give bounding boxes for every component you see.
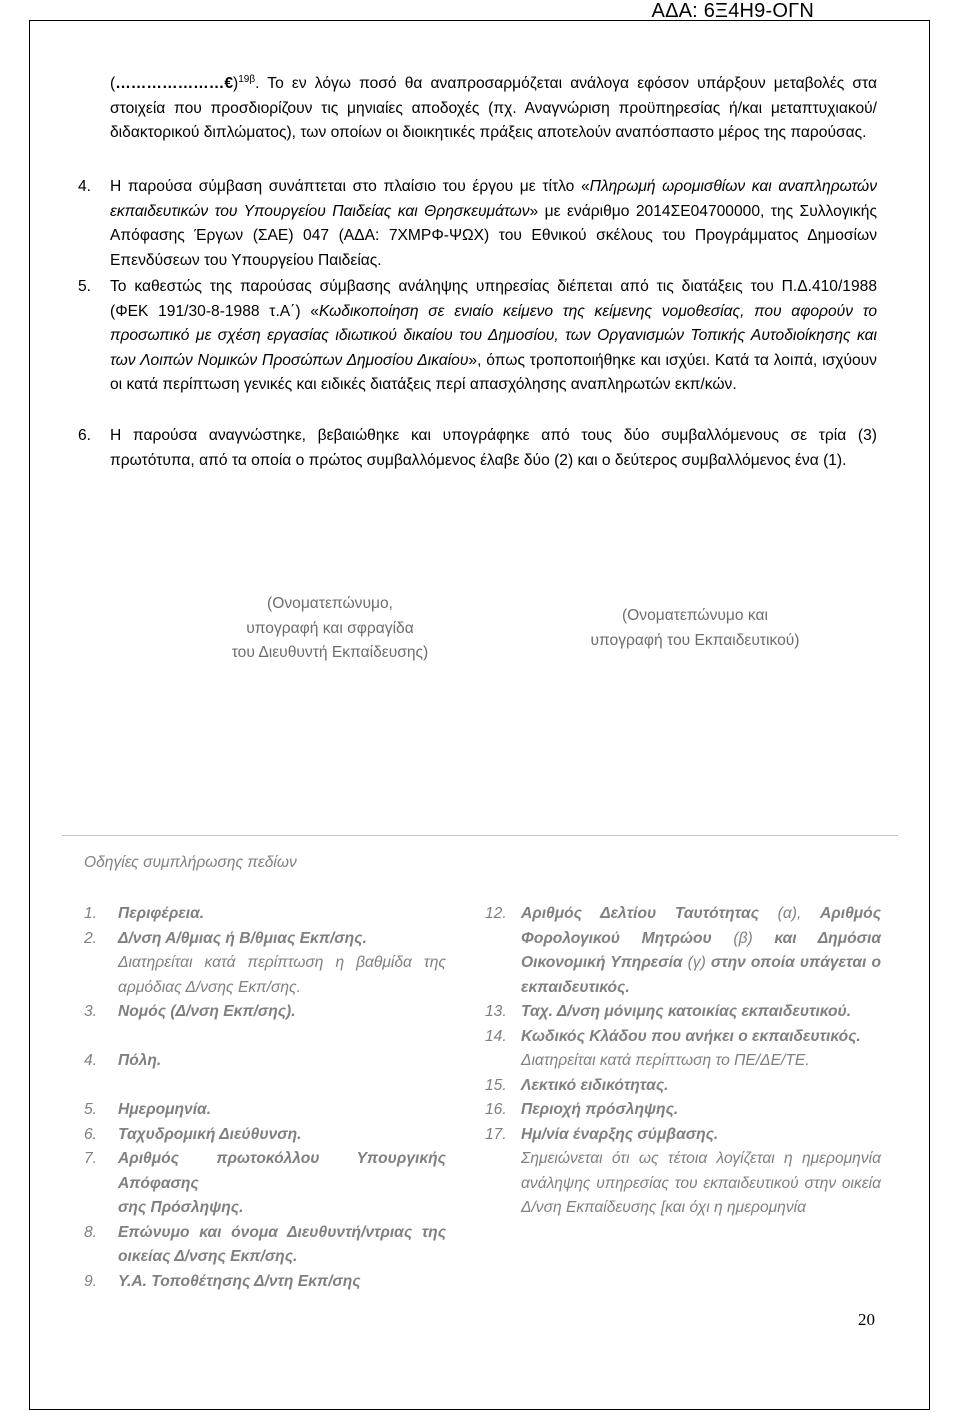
- list-item: 16. Περιοχή πρόσληψης.: [485, 1101, 679, 1118]
- list-item: 15. Λεκτικό ειδικότητας.: [485, 1076, 669, 1094]
- list-item: 13. Ταχ. Δ/νση μόνιμης κατοικίας εκπαιδευτικού.: [485, 1003, 852, 1020]
- footnote-ref: 19β: [238, 73, 256, 85]
- signature-teacher: (Ονοματεπώνυμο και υπογραφή του Εκπαιδευτικού): [590, 607, 800, 649]
- list-item: 2. Δ/νση Α/θμιας ή Β/θμιας Εκπ/σης. Διατηρείται κατά περίπτωση η βαθμίδα της αρμόδιας Δ/νσης Εκπ/σης.: [84, 929, 446, 996]
- list-item: 17. Ημ/νία έναρξης σύμβασης. Σημειώνεται ότι ως τέτοια λογίζεται η ημερομηνία ανάληψης υπηρεσίας του εκπαιδευτικού στην οικεία Δ/νση Εκπαίδευσης [και όχι η ημερομηνία: [485, 1125, 881, 1216]
- list-item: 7. Αριθμός πρωτοκόλλου Υπουργικής Απόφασης σης Πρόσληψης.: [84, 1150, 446, 1216]
- list-item: 1. Περιφέρεια.: [84, 905, 205, 922]
- ada-header: ΑΔΑ: 6Ξ4Η9-ΟΓΝ: [651, 0, 814, 22]
- clause-number: 5.: [78, 278, 92, 295]
- list-item: 9. Υ.Α. Τοποθέτησης Δ/ντη Εκπ/σης: [84, 1272, 361, 1290]
- instructions-right-column: [485, 902, 881, 1221]
- clause-number: 6.: [78, 427, 92, 444]
- signature-director: (Ονοματεπώνυμο, υπογραφή και σφραγίδα του Διευθυντή Εκπαίδευσης): [231, 595, 429, 661]
- clause-5: 5. Το καθεστώς της παρούσας σύμβασης ανάληψης υπηρεσίας διέπεται από τις διατάξεις του Π.Δ.410/1988 (ΦΕΚ 191/30-8-1988 τ.Α΄) «Κωδικοποίηση σε ενιαίο κείμενο της κείμενης νομοθεσίας, που αφορούν το προσωπικό με σχέση εργασίας ιδιωτικού δικαίου του Δημοσίου, των Οργανισμών Τοπικής Αυτοδιοίκησης και των Λοιπών Νομικών Προσώπων Δημοσίου Δικαίου», όπως τροποποιήθηκε και ισχύει. Κατά τα λοιπά, ισχύουν οι κατά περίπτωση γενικές και ειδικές διατάξεις περί απασχόλησης αναπληρωτών εκπ/κών.: [110, 275, 877, 398]
- clause-number: 4.: [78, 178, 92, 195]
- divider: [62, 835, 898, 836]
- list-item: 14. Κωδικός Κλάδου που ανήκει ο εκπαιδευτικός. Διατηρείται κατά περίπτωση το ΠΕ/ΔΕ/ΤΕ.: [485, 1027, 861, 1069]
- list-item: 8. Επώνυμο και όνομα Διευθυντή/ντριας της οικείας Δ/νσης Εκπ/σης.: [84, 1223, 446, 1265]
- list-item: 5. Ημερομηνία.: [84, 1101, 212, 1118]
- list-item: 3. Νομός (Δ/νση Εκπ/σης).: [84, 1003, 296, 1020]
- list-item: 4. Πόλη.: [84, 1052, 162, 1069]
- instructions-title: Οδηγίες συμπλήρωσης πεδίων: [84, 854, 297, 871]
- list-item: 6. Ταχυδρομική Διεύθυνση.: [84, 1125, 302, 1143]
- instructions-left-column: [84, 902, 446, 1294]
- list-item: 12. Αριθμός Δελτίου Ταυτότητας (α), Αριθμός Φορολογικού Μητρώου (β) και Δημόσια Οικονομική Υπηρεσία (γ) στην οποία υπάγεται ο εκπαιδευτικός.: [485, 905, 882, 996]
- page-number: 20: [858, 1310, 875, 1329]
- paragraph-salary-adjustment: (…………………€)$^{19\beta}$. Το εν λόγω ποσό θα αναπροσαρμόζεται ανάλογα εφόσον υπάρξουν μεταβολές στα στοιχεία που προσδιορίζουν τις μηνιαίες αποδοχές (πχ. Αναγνώριση προϋπηρεσίας ή/και μεταπτυχιακού/διδακτορικού διπλώματος), των οποίων οι διοικητικές πράξεις αποτελούν αναπόσπαστο μέρος της παρούσας.: [110, 73, 877, 141]
- clause-6: 6. Η παρούσα αναγνώστηκε, βεβαιώθηκε και υπογράφηκε από τους δύο συμβαλλόμενους σε τρία (3) πρωτότυπα, από τα οποία ο πρώτος συμβαλλόμενος έλαβε δύο (2) και ο δεύτερος συμβαλλόμενος ένα (1).: [110, 424, 877, 473]
- clause-4: 4. Η παρούσα σύμβαση συνάπτεται στο πλαίσιο του έργου με τίτλο «Πληρωμή ωρομισθίων και αναπληρωτών εκπαιδευτικών του Υπουργείου Παιδείας και Θρησκευμάτων» με ενάριθμο 2014ΣΕ04700000, της Συλλογικής Απόφασης Έργων (ΣΑΕ) 047 (ΑΔΑ: 7ΧΜΡΦ-ΨΩΧ) του Εθνικού σκέλους του Προγράμματος Δημοσίων Επενδύσεων του Υπουργείου Παιδείας.: [110, 175, 877, 273]
